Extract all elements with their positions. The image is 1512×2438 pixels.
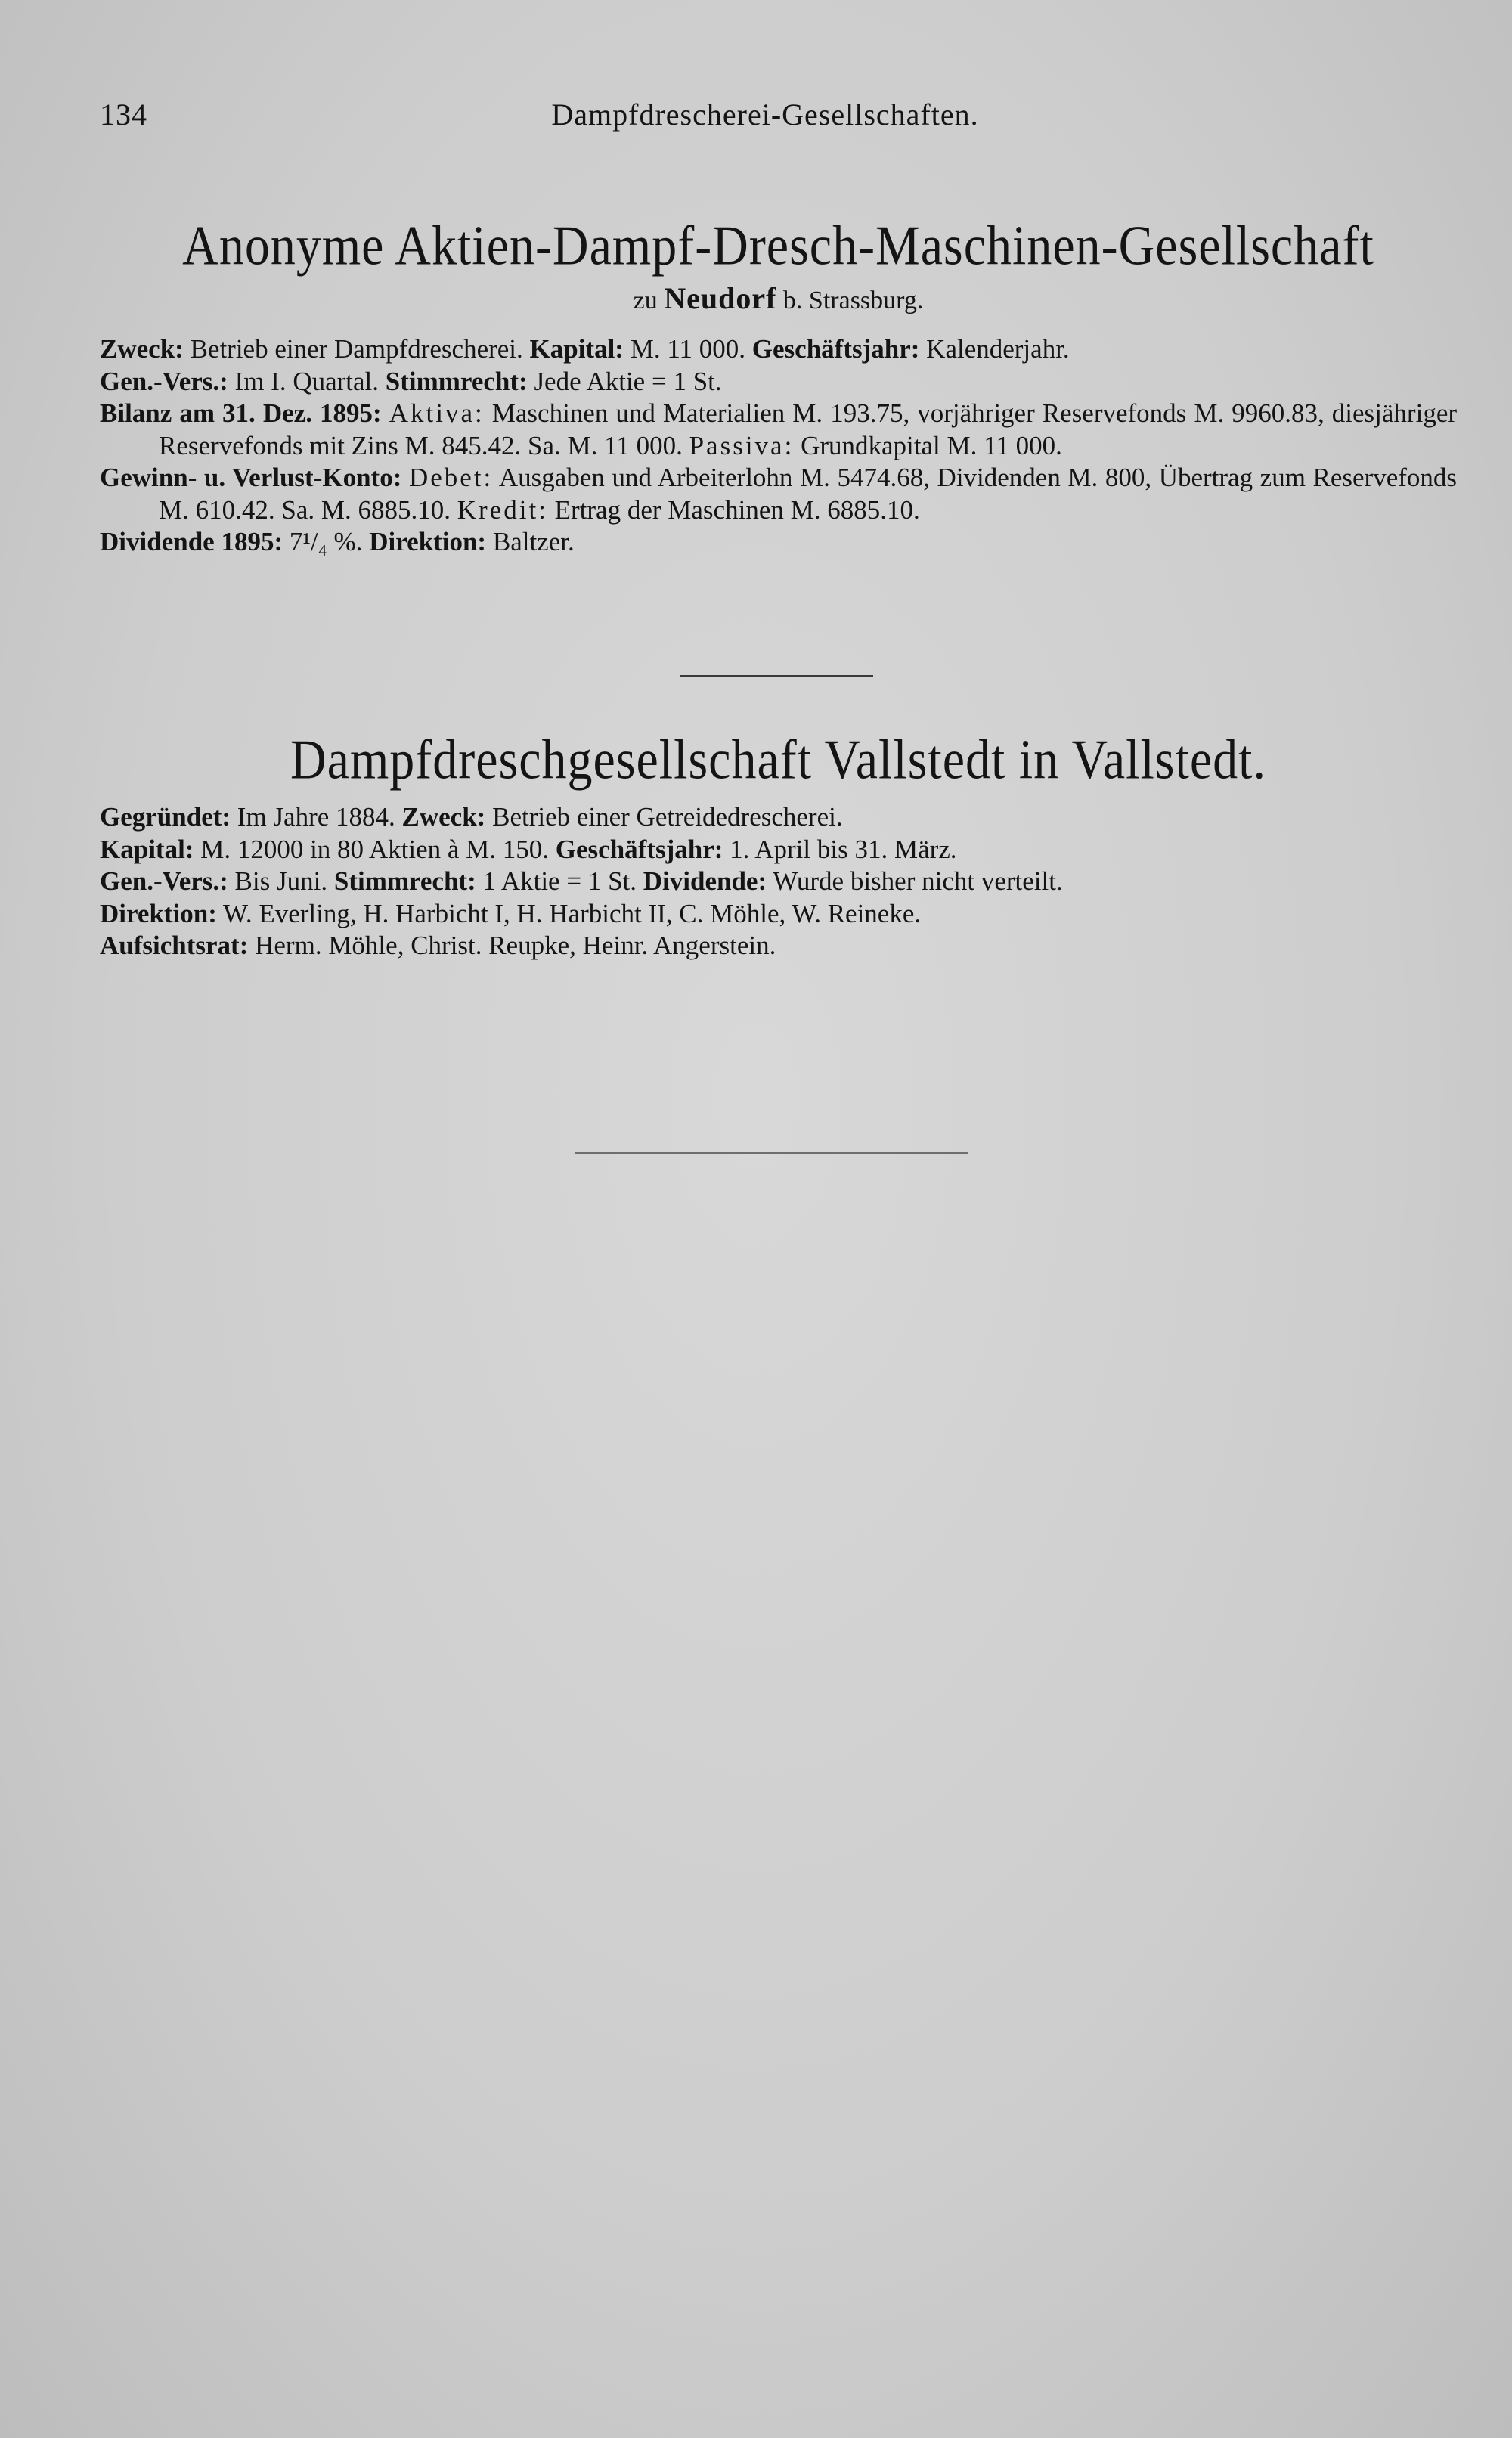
value-dividende: 7¹/₄ %.	[283, 527, 363, 556]
page-header	[100, 97, 1430, 142]
para-genvers	[100, 866, 1457, 898]
label-gegruendet: Gegründet:	[100, 802, 231, 832]
value-stimmrecht: 1 Aktie = 1 St.	[476, 866, 637, 896]
section-divider	[680, 675, 873, 677]
label-passiva: Passiva:	[689, 430, 795, 460]
company-entry-neudorf	[100, 212, 1457, 559]
location-suffix: b. Strassburg.	[776, 287, 924, 314]
value-zweck: Betrieb einer Dampfdrescherei.	[183, 334, 523, 364]
para-bilanz	[100, 398, 1457, 462]
label-aktiva: Aktiva:	[389, 398, 485, 428]
label-stimmrecht: Stimmrecht:	[385, 366, 528, 396]
page-number: 134	[100, 98, 147, 132]
label-kapital: Kapital:	[100, 834, 194, 864]
entry-body	[100, 333, 1457, 559]
value-zweck: Betrieb einer Getreidedrescherei.	[485, 802, 843, 832]
label-debet: Debet:	[408, 463, 494, 492]
label-geschaeftsjahr: Geschäftsjahr:	[555, 834, 723, 864]
label-zweck: Zweck:	[401, 802, 486, 832]
running-title: Dampfdrescherei-Gesellschaften.	[551, 98, 979, 132]
company-location	[100, 280, 1457, 320]
value-kapital: M. 12000 in 80 Aktien à M. 150.	[194, 834, 550, 864]
label-genvers: Gen.-Vers.:	[100, 366, 228, 396]
value-debet: Ausgaben und Arbeiterlohn M. 5474.68, Dividenden M. 800, Übertrag zum Reservefonds M. 610.42. Sa. M. 6885.10.	[159, 463, 1458, 525]
company-entry-vallstedt	[100, 726, 1457, 962]
para-genvers	[100, 366, 1457, 398]
label-direktion: Direktion:	[369, 527, 487, 556]
label-gewinn-verlust: Gewinn- u. Verlust-Konto:	[100, 463, 402, 492]
label-kredit: Kredit:	[457, 494, 548, 525]
label-direktion: Direktion:	[100, 898, 217, 928]
entry-body	[100, 801, 1457, 962]
value-geschaeftsjahr: 1. April bis 31. März.	[723, 834, 957, 864]
value-direktion: Baltzer.	[486, 527, 575, 556]
value-kapital: M. 11 000.	[623, 334, 746, 364]
para-direktion	[100, 898, 1457, 931]
value-kredit: Ertrag der Maschinen M. 6885.10.	[547, 494, 920, 525]
company-title: Dampfdreschgesellschaft Vallstedt in Vallstedt.	[290, 729, 1266, 791]
label-genvers: Gen.-Vers.:	[100, 866, 228, 896]
para-dividende-direktion	[100, 526, 1457, 559]
value-bilanz-passiva: Grundkapital M. 11 000.	[794, 430, 1062, 460]
para-zweck-kapital	[100, 333, 1457, 366]
label-stimmrecht: Stimmrecht:	[333, 866, 476, 896]
value-dividende: Wurde bisher nicht verteilt.	[767, 866, 1063, 896]
value-bilanz-aktiva: Maschinen und Materialien M. 193.75, vorjähriger Reservefonds M. 9960.83, diesjähriger Reservefonds mit Zins M. 845.42. Sa. M. 11 000.	[159, 398, 1458, 460]
location-place: Neudorf	[664, 281, 777, 315]
label-dividende: Dividende:	[643, 866, 767, 896]
value-genvers: Im I. Quartal.	[228, 366, 380, 396]
value-genvers: Bis Juni.	[228, 866, 328, 896]
label-geschaeftsjahr: Geschäftsjahr:	[751, 334, 920, 364]
para-gegruendet	[100, 801, 1457, 834]
para-kapital	[100, 834, 1457, 866]
label-kapital: Kapital:	[529, 334, 624, 364]
closing-divider	[575, 1152, 968, 1154]
label-zweck: Zweck:	[100, 334, 184, 364]
location-prefix: zu	[633, 287, 665, 314]
company-title: Anonyme Aktien-Dampf-Dresch-Maschinen-Gesellschaft	[182, 215, 1374, 277]
label-bilanz: Bilanz am 31. Dez. 1895:	[100, 398, 382, 428]
value-aufsichtsrat: Herm. Möhle, Christ. Reupke, Heinr. Angerstein.	[248, 931, 776, 960]
value-direktion: W. Everling, H. Harbicht I, H. Harbicht II, C. Möhle, W. Reineke.	[216, 898, 922, 928]
value-geschaeftsjahr: Kalenderjahr.	[919, 334, 1070, 364]
value-stimmrecht: Jede Aktie = 1 St.	[527, 366, 722, 396]
label-dividende: Dividende 1895:	[100, 527, 284, 556]
para-gewinn-verlust	[100, 462, 1457, 526]
value-gegruendet: Im Jahre 1884.	[231, 802, 395, 832]
para-aufsichtsrat	[100, 930, 1457, 962]
label-aufsichtsrat: Aufsichtsrat:	[100, 931, 249, 960]
